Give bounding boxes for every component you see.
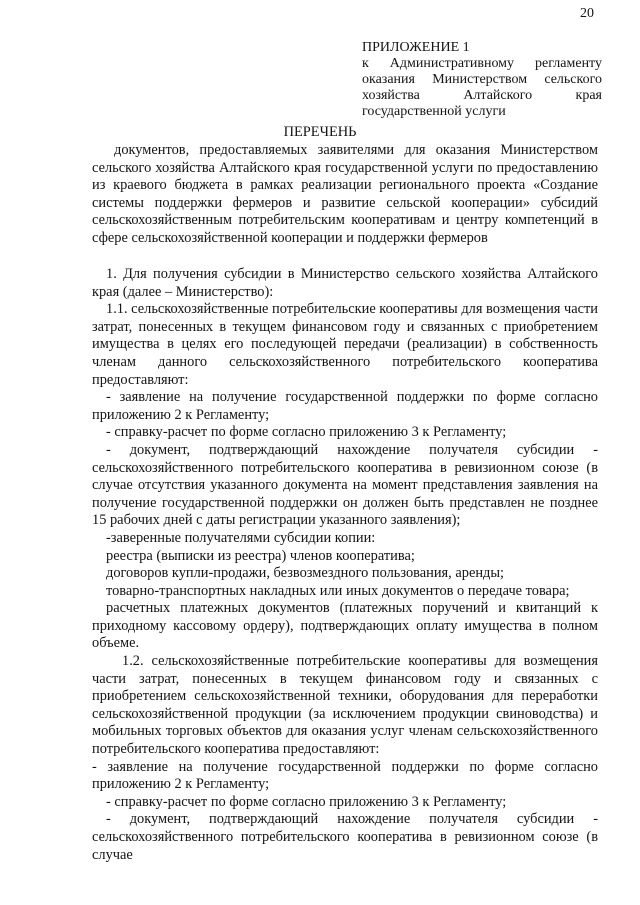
- list-item: реестра (выписки из реестра) членов кооператива;: [106, 547, 415, 564]
- document-subtitle: документов, предоставляемых заявителями для оказания Министерством сельского хозяйства Алтайского края государственной услуги по предоставлению из краевого бюджета в рамках реализации регионального проекта «Создание системы поддержки фермеров и развитие сельской кооперации» субсидий сельскохозяйственным потребительским кооперативам и центру компетенций в сфере сельскохозяйственной кооперации и поддержки фермеров: [92, 142, 598, 246]
- document-heading: ПЕРЕЧЕНЬ: [283, 124, 357, 140]
- list-item: - справку-расчет по форме согласно приложению 3 к Регламенту;: [106, 793, 507, 810]
- list-item: договоров купли-продажи, безвозмездного пользования, аренды;: [106, 565, 505, 582]
- list-item: - справку-расчет по форме согласно приложению 3 к Регламенту;: [106, 424, 507, 441]
- list-item: - документ, подтверждающий нахождение получателя субсидии - сельскохозяйственного потребительского кооператива в ревизионном союзе (в случае: [92, 811, 598, 863]
- appendix-block: [362, 40, 602, 120]
- paragraph-section-1: 1. Для получения субсидии в Министерство сельского хозяйства Алтайского края (далее – Министерство):: [92, 266, 598, 300]
- list-item: - документ, подтверждающий нахождение получателя субсидии - сельскохозяйственного потребительского кооператива в ревизионном союзе (в случае отсутствия указанного документа на момент представления заявления на получение государственной поддержки он должен быть представлен не позднее 15 рабочих дней с даты регистрации указанного заявления);: [92, 441, 598, 529]
- appendix-title: ПРИЛОЖЕНИЕ 1: [362, 40, 470, 55]
- page-number: 20: [580, 6, 594, 21]
- list-item: расчетных платежных документов (платежных поручений и квитанций к приходному кассовому ордеру), подтверждающих оплату имущества в полном объеме.: [92, 600, 598, 652]
- list-item: товарно-транспортных накладных или иных документов о передаче товара;: [106, 582, 570, 599]
- appendix-text: к Административному регламенту оказания Министерством сельского хозяйства Алтайского края государственной услуги: [362, 56, 602, 119]
- list-item: - заявление на получение государственной поддержки по форме согласно приложению 2 к Регламенту;: [92, 389, 598, 423]
- list-item: -заверенные получателями субсидии копии:: [106, 529, 376, 546]
- list-item: - заявление на получение государственной поддержки по форме согласно приложению 2 к Регламенту;: [92, 758, 598, 793]
- document-body: [92, 266, 598, 864]
- paragraph-1-1: 1.1. сельскохозяйственные потребительские кооперативы для возмещения части затрат, понесенных в текущем финансовом году и связанных с приобретением имущества в целях его последующей передачи (реализации) в собственность членам данного сельскохозяйственного потребительского кооператива предоставляют:: [92, 301, 598, 388]
- paragraph-1-2: 1.2. сельскохозяйственные потребительские кооперативы для возмещения части затрат, понесенных в текущем финансовом году и связанных с приобретением сельскохозяйственной техники, оборудования для переработки сельскохозяйственной продукции (за исключением продукции свиноводства) и мобильных торговых объектов для оказания услуг членам сельскохозяйственного потребительского кооператива предоставляют:: [92, 653, 598, 758]
